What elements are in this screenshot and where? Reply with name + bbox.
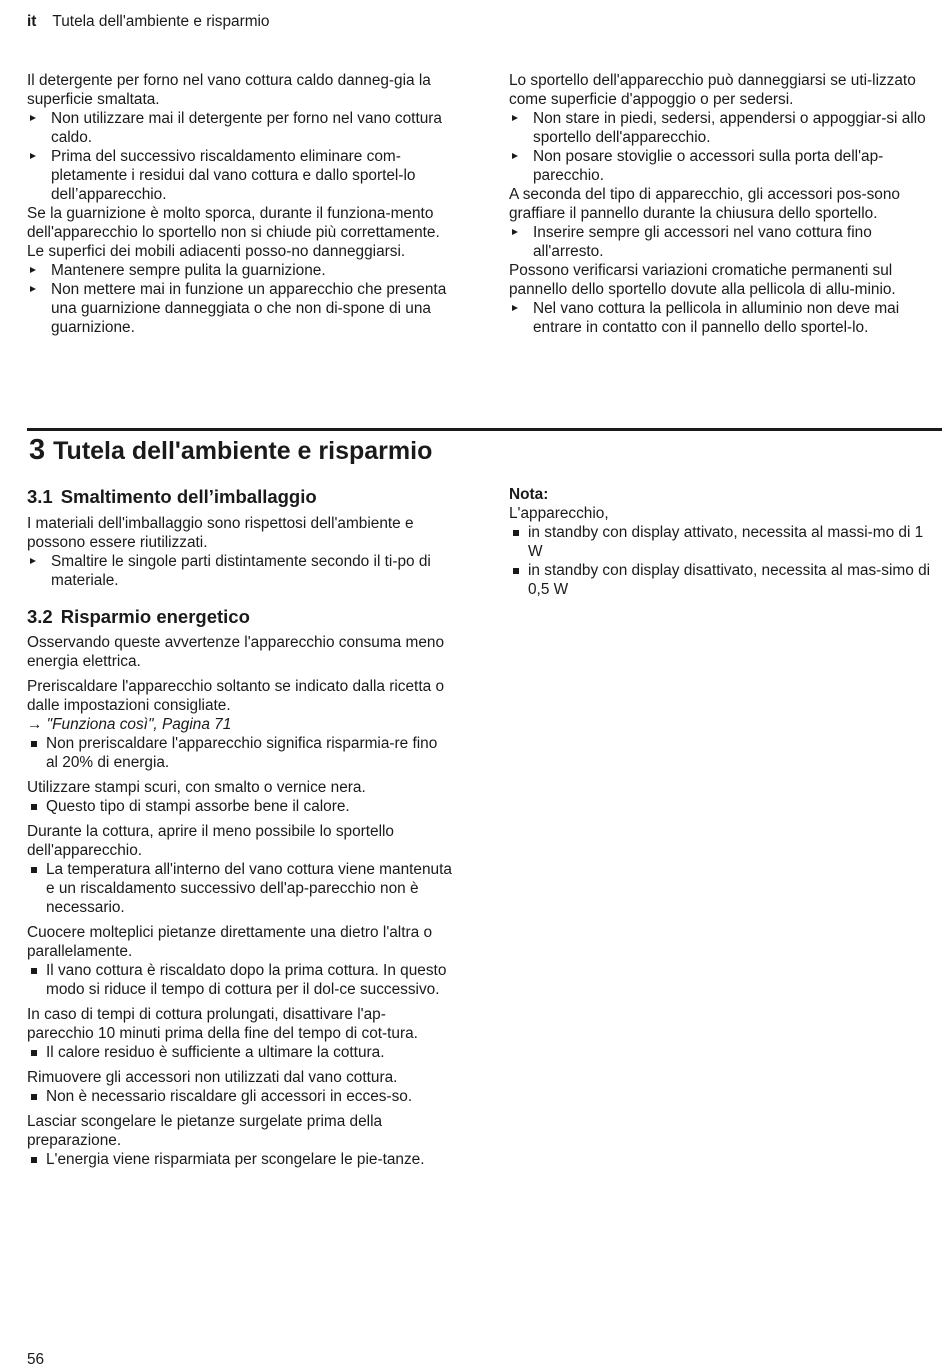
energy-tip: Durante la cottura, aprire il meno possibile lo sportello dell'apparecchio. (27, 823, 394, 859)
note-intro: L'apparecchio, (509, 505, 609, 522)
list-item: Il calore residuo è sufficiente a ultimare la cottura. (27, 1043, 452, 1062)
list-item: in standby con display disattivato, necessita al mas-simo di 0,5 W (509, 561, 934, 599)
note-items (509, 523, 934, 599)
oven-cleaner-actions (27, 109, 452, 204)
energy-tip: Cuocere molteplici pietanze direttamente una dietro l'altra o parallelamente. (27, 924, 433, 960)
cross-reference-link[interactable]: → "Funziona così", Pagina 71 (27, 716, 232, 733)
energy-tip: In caso di tempi di cottura prolungati, disattivare l'ap-parecchio 10 minuti prima della fine del tempo di cot-tura. (27, 1006, 418, 1042)
packaging-text: I materiali dell'imballaggio sono rispettosi dell'ambiente e possono essere riutilizzati. (27, 515, 414, 551)
chapter-number: 3 (29, 434, 46, 466)
page-number: 56 (27, 1351, 45, 1368)
energy-tip: Rimuovere gli accessori non utilizzati dal vano cottura. (27, 1069, 398, 1086)
list-item: Non utilizzare mai il detergente per forno nel vano cottura caldo. (27, 109, 452, 147)
accessory-actions (509, 223, 934, 261)
gasket-actions (27, 261, 452, 337)
list-item: La temperatura all'interno del vano cottura viene mantenuta e un riscaldamento successivo dell'ap-parecchio non è necessario. (27, 860, 452, 917)
list-item: Prima del successivo riscaldamento eliminare com-pletamente i residui dal vano cottura e dallo sportel-lo dell’apparecchio. (27, 147, 452, 204)
section-heading-packaging: 3.1 Smaltimento dell’imballaggio (27, 486, 317, 507)
energy-tip: Preriscaldare l'apparecchio soltanto se indicato dalla ricetta o dalle impostazioni consigliate. (27, 678, 445, 714)
right-top-column (509, 71, 934, 337)
chapter-title: Tutela dell'ambiente e risparmio (53, 437, 433, 465)
list-item: Non preriscaldare l'apparecchio significa risparmia-re fino al 20% di energia. (27, 734, 452, 772)
list-item: Non è necessario riscaldare gli accessori in ecces-so. (27, 1087, 452, 1106)
list-item: Inserire sempre gli accessori nel vano cottura fino all'arresto. (509, 223, 934, 261)
list-item: Non posare stoviglie o accessori sulla porta dell'ap-parecchio. (509, 147, 934, 185)
door-actions (509, 109, 934, 185)
list-item: in standby con display attivato, necessita al massi-mo di 1 W (509, 523, 934, 561)
note-title: Nota: (509, 486, 549, 503)
language-code: it (27, 13, 37, 30)
list-item: Smaltire le singole parti distintamente secondo il ti-po di materiale. (27, 552, 452, 590)
packaging-actions (27, 552, 452, 590)
list-item: Mantenere sempre pulita la guarnizione. (27, 261, 452, 280)
foil-actions (509, 299, 934, 337)
header-title: Tutela dell'ambiente e risparmio (52, 13, 270, 30)
list-item: Nel vano cottura la pellicola in alluminio non deve mai entrare in contatto con il pannello dello sportel-lo. (509, 299, 934, 337)
gasket-warning: Se la guarnizione è molto sporca, durante il funziona-mento dell'apparecchio lo sportello non si chiude più correttamente. Le superfici dei mobili adiacenti posso-no danneggiarsi. (27, 205, 440, 260)
energy-tip: Lasciar scongelare le pietanze surgelate prima della preparazione. (27, 1113, 383, 1149)
list-item: L'energia viene risparmiata per scongelare le pie-tanze. (27, 1150, 452, 1169)
page-header (27, 12, 270, 31)
list-item: Il vano cottura è riscaldato dopo la prima cottura. In questo modo si riduce il tempo di cottura per il dol-ce successivo. (27, 961, 452, 999)
energy-tip: Utilizzare stampi scuri, con smalto o vernice nera. (27, 779, 366, 796)
foil-warning: Possono verificarsi variazioni cromatiche permanenti sul pannello dello sportello dovute alla pellicola di allu-minio. (509, 262, 896, 298)
energy-intro: Osservando queste avvertenze l'apparecchio consuma meno energia elettrica. (27, 634, 445, 670)
chapter-heading (29, 432, 432, 469)
left-top-column (27, 71, 452, 337)
list-item: Questo tipo di stampi assorbe bene il calore. (27, 797, 452, 816)
note-box (509, 485, 934, 599)
door-warning: Lo sportello dell'apparecchio può danneggiarsi se uti-lizzato come superficie d'appoggio o per sedersi. (509, 72, 916, 108)
accessory-warning: A seconda del tipo di apparecchio, gli accessori pos-sono graffiare il pannello durante la chiusura dello sportello. (509, 186, 900, 222)
chapter-divider (27, 428, 942, 431)
list-item: Non stare in piedi, sedersi, appendersi o appoggiar-si allo sportello dell'apparecchio. (509, 109, 934, 147)
section-heading-energy: 3.2 Risparmio energetico (27, 606, 250, 627)
oven-cleaner-warning: Il detergente per forno nel vano cottura caldo danneg-gia la superficie smaltata. (27, 72, 431, 108)
left-bottom-column (27, 485, 452, 1169)
list-item: Non mettere mai in funzione un apparecchio che presenta una guarnizione danneggiata o che non di-spone di una guarnizione. (27, 280, 452, 337)
